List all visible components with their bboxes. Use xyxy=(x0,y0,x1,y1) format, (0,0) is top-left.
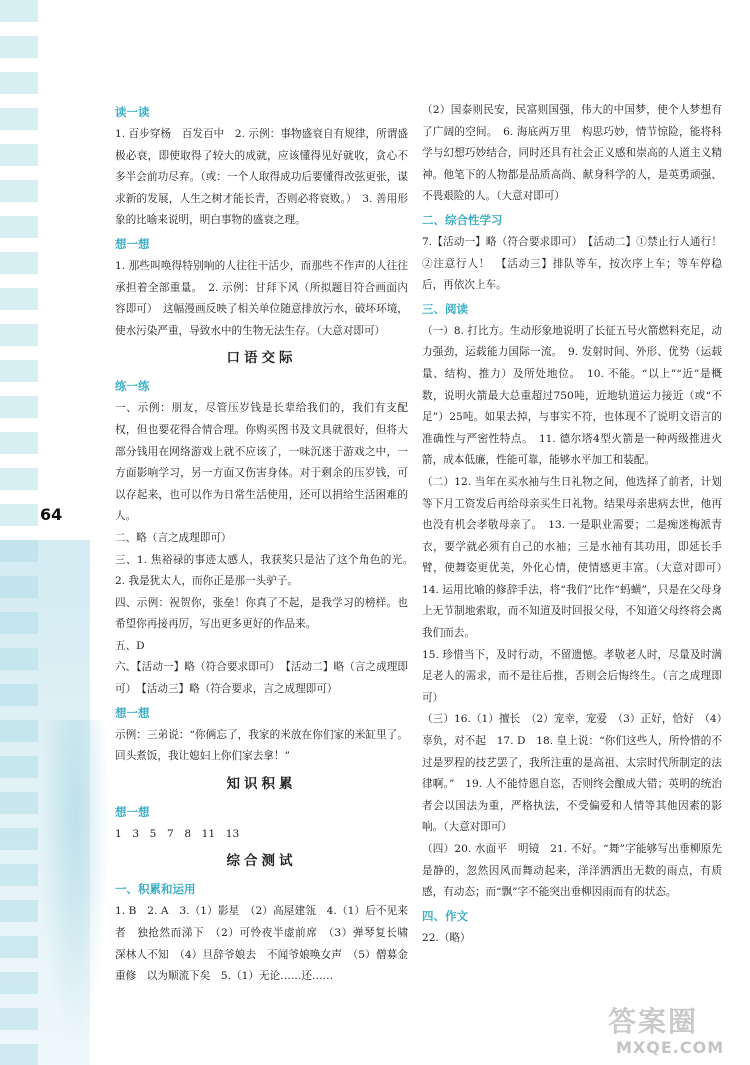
right-column xyxy=(422,100,733,949)
watermark-logo-text: 答案圈 xyxy=(608,1005,699,1038)
section-heading: 一、积累和运用 xyxy=(115,882,196,897)
answer-paragraph: 15. 珍惜当下，及时行动，不留遗憾。孝敬老人时，尽量及时满足老人的需求，而不是往后推，否则会后悔终生。（言之成理即可） xyxy=(422,648,722,704)
answer-paragraph: 22.（略） xyxy=(422,931,471,944)
watermark-url: MXQE.COM xyxy=(616,1038,725,1057)
answer-paragraph: 1. 百步穿杨 百发百中 2. 示例：事物盛衰自有规律，所谓盛极必衰，即使取得了较大的成就，应该懂得见好就收，贪心不多半会前功尽弃。（或：一个人取得成功后要懂得改弦更张，谋求新的发展，人生之树才能长青，否则必将衰败。） 3. 善用形象的比喻来说明，明白事物的盛衰之理。 xyxy=(115,128,408,227)
section-title: 综合测试 xyxy=(226,853,297,870)
answer-paragraph: 四、示例：祝贺你，张垒！你真了不起，是我学习的榜样。也希望你再接再厉，写出更多更好的作品来。 xyxy=(115,596,408,631)
answer-paragraph: 一、示例：朋友，尽管压岁钱是长辈给我们的，我们有支配权，但也要花得合情合理。你购买图书及文具就很好，但将大部分钱用在网络游戏上就不应该了，一味沉迷于游戏之中，一方面影响学习，另一方面又伤害身体。对于剩余的压岁钱，可以存起来，也可以作为日常生活使用，还可以捐给生活困难的人。 xyxy=(115,402,408,523)
section-heading: 想一想 xyxy=(115,236,150,251)
left-column xyxy=(115,100,419,988)
watermark xyxy=(600,1000,750,1065)
page-number: 64 xyxy=(40,505,63,524)
answer-paragraph: 1. B 2. A 3.（1）影星 （2）高屋建瓴 4.（1）后不见来者 独抢然而涕下 （2）可怜夜半虚前席 （3）弹琴复长啸 深林人不知 （4）旦辞爷娘去 不闻爷娘唤女声 （5）僧募金重修 以为顺流下矣 5.（1）无论……还…… xyxy=(115,905,419,983)
answer-paragraph: 二、略（言之成理即可） xyxy=(115,531,232,544)
section-heading: 想一想 xyxy=(115,705,150,720)
section-heading: 二、综合性学习 xyxy=(422,212,503,227)
section-title: 知识积累 xyxy=(226,775,297,792)
answer-paragraph: 六、【活动一】略（符合要求即可） 【活动二】略（言之成理即可） 【活动三】略（符合要求，言之成理即可） xyxy=(115,661,408,696)
answer-paragraph: 1 3 5 7 8 11 13 xyxy=(115,827,240,840)
section-title: 口语交际 xyxy=(226,350,297,367)
section-heading: 四、作文 xyxy=(422,908,468,923)
answer-paragraph: 1. 那些叫唤得特别响的人往往干活少，而那些不作声的人往往承担着全部重量。 2. 示例：甘拜下风（所拟题目符合画面内容即可） 这幅漫画反映了相关单位随意排放污水，破坏环境，使水污染严重，导致水中的生物无法生存。（大意对即可） xyxy=(115,259,408,337)
section-heading: 练一练 xyxy=(115,379,150,394)
answer-paragraph: （四）20. 水面平 明镜 21. 不好。“舞”字能够写出垂柳原先是静的，忽然因风而舞动起来，洋洋洒洒出无数的雨点，有质感，有动态；而“飘”字不能突出垂柳因雨而有的状态。 xyxy=(422,843,722,899)
section-heading: 三、阅读 xyxy=(422,301,468,316)
answer-paragraph: （三）16.（1）擅长 （2）宠幸，宠爱 （3）正好，恰好 （4）辜负，对不起 17. D 18. 皇上说：“你们这些人，所怜惜的不过是罗程的技艺罢了，我所注重的是高祖、太宗时代所制定的法律啊。” 19. 人不能恃恩自恣，否则终会酿成大错；英明的统治者会以国法为重，严格执法，不受偏爱和人情等其他因素的影响。（大意对即可） xyxy=(422,713,722,834)
section-heading: 读一读 xyxy=(115,105,150,119)
section-heading: 想一想 xyxy=(115,804,150,819)
answer-paragraph: 三、1. 焦裕禄的事迹太感人，我获奖只是沾了这个角色的光。 2. 我是犹太人，而你正是那一头驴子。 xyxy=(115,553,419,588)
answer-paragraph: 五、D xyxy=(115,639,145,652)
decorative-figure-silhouette xyxy=(40,720,110,1050)
answer-paragraph: 7.【活动一】略（符合要求即可） 【活动二】①禁止行人通行！ ②注意行人！ 【活动三】排队等车，按次序上车；等车停稳后，再依次上车。 xyxy=(422,235,733,292)
answer-paragraph: （一）8. 打比方。生动形象地说明了长征五号火箭燃料充足，动力强劲，运载能力国际一流。 9. 发射时间、外形、优势（运载量、结构、推力）及所处地位。 10. 不能。“以上”“近”是概数，说明火箭最大总重超过750吨，近地轨道运力接近（或“不足”）25吨。如果去掉，与事实不符，也体现不了说明文语言的准确性与严密性特点。 11. 德尔塔4型火箭是一种两级推进火箭，成本低廉，性能可靠，能够水平加工和装配。 xyxy=(422,324,722,467)
answer-paragraph: （2）国泰则民安，民富则国强，伟大的中国梦，使个人梦想有了广阔的空间。 6. 海底两万里 构思巧妙，情节惊险，能将科学与幻想巧妙结合，同时还具有社会正义感和崇高的人道主义精神。他笔下的人物都是品质高尚、献身科学的人，是英勇顽强、不畏艰险的人。（大意对即可） xyxy=(422,104,722,203)
answer-paragraph: 示例：三弟说：“你俩忘了，我家的米放在你们家的米缸里了。回头煮饭，我让媳妇上你们家去拿！” xyxy=(115,728,408,763)
answer-paragraph: （二）12. 当年在买水袖与生日礼物之间，他选择了前者，计划等下月工资发后再给母亲买生日礼物。结果母亲患病去世，他再也没有机会孝敬母亲了。 13. 一是职业需要；二是痴迷梅派青衣，要学就必须有自己的水袖；三是水袖有其功用，即延长手臂，使舞姿更优美，外化心情，使情感更丰富。（大意对即可） 14. 运用比喻的修辞手法，将“我们”比作“蚂蟥”，只是在父母身上无节制地索取，而不知道及时回报父母，不知道父母终将会离我们而去。 xyxy=(422,475,733,640)
